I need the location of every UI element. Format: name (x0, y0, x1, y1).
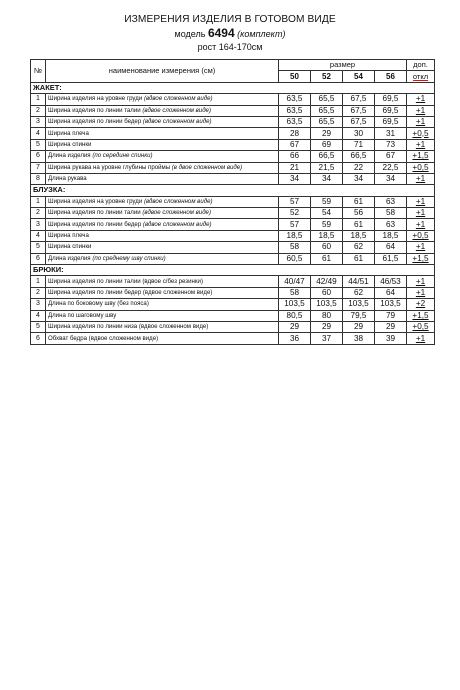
tolerance-cell (407, 333, 435, 344)
size-value-56: 63 (375, 219, 407, 230)
size-value-52: 37 (311, 333, 343, 344)
measurement-name-cell (46, 162, 279, 173)
size-value-52: 60 (311, 287, 343, 298)
measurement-name-cell (46, 321, 279, 332)
measurements-table (30, 59, 435, 345)
size-value-52: 21,5 (311, 162, 343, 173)
measurement-name-cell (46, 230, 279, 241)
measurement-name: Ширина спинки (48, 140, 92, 148)
measurement-name: Ширина изделия по линии талии (вдвое с/без резинки) (48, 277, 203, 285)
size-value-50: 36 (279, 333, 311, 344)
measurement-name-cell (46, 310, 279, 321)
table-row (31, 276, 435, 287)
size-value-50: 66 (279, 151, 311, 162)
size-value-52: 103,5 (311, 299, 343, 310)
measurement-name-cell (46, 173, 279, 184)
size-value-50: 57 (279, 219, 311, 230)
row-number: 1 (31, 276, 46, 287)
section-title: БЛУЗКА: (31, 185, 435, 196)
tolerance-cell (407, 105, 435, 116)
table-header-row (31, 60, 435, 71)
measurement-note: (вдвое сложенном виде) (142, 106, 211, 114)
table-row (31, 219, 435, 230)
table-row (31, 253, 435, 264)
tolerance-value: +1 (415, 174, 426, 184)
row-number: 4 (31, 128, 46, 139)
size-56: 56 (375, 71, 407, 82)
section-title: ЖАКЕТ: (31, 82, 435, 93)
measurement-name-cell (46, 105, 279, 116)
size-value-54: 22 (343, 162, 375, 173)
table-row (31, 94, 435, 105)
tolerance-cell (407, 287, 435, 298)
col-header-size: размер (279, 60, 407, 71)
size-value-56: 31 (375, 128, 407, 139)
size-value-54: 34 (343, 173, 375, 184)
col-header-tol-bottom: откл (407, 71, 435, 82)
tolerance-value: +1 (415, 288, 426, 297)
size-value-50: 63,5 (279, 116, 311, 127)
size-value-54: 38 (343, 333, 375, 344)
tolerance-value: +0,5 (412, 231, 429, 241)
table-row (31, 196, 435, 207)
measurement-name-cell (46, 242, 279, 253)
measurement-name: Ширина изделия по линии бедер (48, 118, 142, 126)
measurement-name: Длина по шаговому шву (48, 311, 117, 319)
measurement-note: (вдвое сложенном виде) (142, 220, 212, 228)
section-row (31, 82, 435, 93)
size-value-50: 58 (279, 287, 311, 298)
size-value-56: 67 (375, 151, 407, 162)
section-row (31, 265, 435, 276)
size-value-50: 67 (279, 139, 311, 150)
row-number: 3 (31, 116, 46, 127)
row-number: 2 (31, 105, 46, 116)
size-value-56: 103,5 (375, 299, 407, 310)
size-value-50: 57 (279, 196, 311, 207)
tolerance-cell (407, 321, 435, 332)
measurement-note: (вдвое сложенном виде) (142, 118, 212, 126)
size-value-56: 69,5 (375, 116, 407, 127)
row-number: 5 (31, 242, 46, 253)
measurement-name: Обхват бедра (вдвое сложенном виде) (48, 334, 159, 342)
size-value-54: 56 (343, 208, 375, 219)
measurement-name-cell (46, 196, 279, 207)
section-title: БРЮКИ: (31, 265, 435, 276)
table-row (31, 162, 435, 173)
size-value-54: 30 (343, 128, 375, 139)
size-value-50: 63,5 (279, 94, 311, 105)
size-value-54: 62 (343, 242, 375, 253)
row-number: 3 (31, 299, 46, 310)
size-value-50: 80,5 (279, 310, 311, 321)
size-value-50: 60,5 (279, 253, 311, 264)
table-row (31, 242, 435, 253)
measurement-name-cell (46, 128, 279, 139)
size-52: 52 (311, 71, 343, 82)
size-value-52: 66,5 (311, 151, 343, 162)
measurement-name-cell (46, 276, 279, 287)
size-value-52: 42/49 (311, 276, 343, 287)
measurement-note: (в двое сложенном виде) (171, 163, 243, 171)
tolerance-cell (407, 230, 435, 241)
size-value-50: 28 (279, 128, 311, 139)
col-header-tol-top: доп. (407, 60, 435, 71)
table-row (31, 116, 435, 127)
size-value-50: 52 (279, 208, 311, 219)
measurement-name: Ширина плеча (48, 129, 89, 137)
tolerance-cell (407, 162, 435, 173)
size-value-54: 67,5 (343, 105, 375, 116)
tolerance-cell (407, 116, 435, 127)
tolerance-cell (407, 151, 435, 162)
row-number: 6 (31, 253, 46, 264)
size-value-52: 65,5 (311, 116, 343, 127)
size-value-52: 29 (311, 128, 343, 139)
table-row (31, 287, 435, 298)
measurement-name: Ширина спинки (48, 243, 92, 251)
size-value-50: 103,5 (279, 299, 311, 310)
size-value-52: 61 (311, 253, 343, 264)
measurement-name-cell (46, 333, 279, 344)
model-note: (комплект) (237, 29, 286, 39)
table-row (31, 151, 435, 162)
measurement-note: (по середине спинки) (92, 152, 153, 160)
size-value-56: 34 (375, 173, 407, 184)
size-value-56: 46/53 (375, 276, 407, 287)
measurement-name-cell (46, 116, 279, 127)
measurement-name-cell (46, 253, 279, 264)
measurement-note: (по среднему шву спинки) (92, 254, 166, 262)
size-value-50: 21 (279, 162, 311, 173)
size-value-54: 61 (343, 196, 375, 207)
document-header (0, 13, 460, 53)
tolerance-cell (407, 276, 435, 287)
size-value-52: 65,5 (311, 94, 343, 105)
size-value-56: 69,5 (375, 94, 407, 105)
row-number: 2 (31, 208, 46, 219)
size-value-56: 61,5 (375, 253, 407, 264)
tolerance-cell (407, 310, 435, 321)
size-value-52: 65,5 (311, 105, 343, 116)
row-number: 4 (31, 310, 46, 321)
size-value-52: 59 (311, 196, 343, 207)
table-row (31, 333, 435, 344)
size-value-50: 58 (279, 242, 311, 253)
measurement-name-cell (46, 208, 279, 219)
tolerance-value: +1 (415, 196, 426, 206)
measurement-name: Ширина изделия на уровне груди (48, 197, 143, 205)
section-row (31, 185, 435, 196)
document-title: ИЗМЕРЕНИЯ ИЗДЕЛИЯ В ГОТОВОМ ВИДЕ (124, 14, 336, 25)
size-value-52: 29 (311, 321, 343, 332)
row-number: 6 (31, 151, 46, 162)
size-value-56: 73 (375, 139, 407, 150)
model-line (0, 27, 460, 41)
size-value-54: 79,5 (343, 310, 375, 321)
size-value-56: 64 (375, 287, 407, 298)
table-row (31, 299, 435, 310)
size-value-56: 18,5 (375, 230, 407, 241)
tolerance-cell (407, 173, 435, 184)
tolerance-cell (407, 299, 435, 310)
tolerance-value: +1,5 (412, 151, 429, 161)
table-row (31, 230, 435, 241)
tolerance-value: +2 (415, 299, 426, 309)
size-value-54: 29 (343, 321, 375, 332)
size-54: 54 (343, 71, 375, 82)
table-row (31, 128, 435, 139)
measurement-name-cell (46, 299, 279, 310)
model-number: 6494 (207, 26, 235, 40)
tolerance-cell (407, 242, 435, 253)
tolerance-value: +1 (415, 242, 426, 252)
measurement-name: Ширина изделия по линии талии (48, 209, 141, 217)
size-value-54: 18,5 (343, 230, 375, 241)
measurement-note: (вдвое сложенном виде) (143, 95, 213, 103)
measurement-name: Ширина изделия на уровне груди (48, 95, 143, 103)
tolerance-cell (407, 253, 435, 264)
size-50: 50 (279, 71, 311, 82)
row-number: 5 (31, 321, 46, 332)
measurement-name: Длина изделия (48, 152, 91, 160)
size-value-54: 61 (343, 253, 375, 264)
measurement-name: Ширина изделия по линии низа (вдвое сложенном виде) (48, 323, 209, 331)
measurement-note: (вдвое сложенном виде) (142, 209, 211, 217)
size-value-54: 61 (343, 219, 375, 230)
table-row (31, 173, 435, 184)
row-number: 8 (31, 173, 46, 184)
tolerance-cell (407, 208, 435, 219)
row-number: 1 (31, 94, 46, 105)
measurement-name-cell (46, 139, 279, 150)
tolerance-cell (407, 128, 435, 139)
row-number: 5 (31, 139, 46, 150)
tolerance-cell (407, 219, 435, 230)
table-row (31, 139, 435, 150)
size-value-54: 44/51 (343, 276, 375, 287)
size-value-52: 69 (311, 139, 343, 150)
measurement-name: Ширина плеча (48, 232, 89, 240)
size-value-52: 34 (311, 173, 343, 184)
tolerance-value: +1 (415, 105, 426, 115)
size-value-56: 22,5 (375, 162, 407, 173)
measurement-name: Длина изделия (48, 254, 91, 262)
size-value-52: 18,5 (311, 230, 343, 241)
measurement-name: Длина рукава (48, 175, 87, 183)
row-number: 2 (31, 287, 46, 298)
row-number: 7 (31, 162, 46, 173)
size-value-52: 59 (311, 219, 343, 230)
size-value-50: 34 (279, 173, 311, 184)
height-range: рост 164-170см (197, 42, 263, 52)
tolerance-value: +1 (415, 333, 426, 343)
row-number: 6 (31, 333, 46, 344)
tolerance-value: +1,5 (412, 253, 429, 263)
size-value-50: 18,5 (279, 230, 311, 241)
size-value-54: 66,5 (343, 151, 375, 162)
tolerance-value: +1,5 (412, 310, 429, 320)
col-header-name: наименование измерения (см) (46, 60, 279, 83)
size-value-52: 80 (311, 310, 343, 321)
size-value-56: 64 (375, 242, 407, 253)
size-value-54: 67,5 (343, 94, 375, 105)
measurement-name-cell (46, 219, 279, 230)
measurement-name-cell (46, 287, 279, 298)
row-number: 4 (31, 230, 46, 241)
size-value-50: 29 (279, 321, 311, 332)
tolerance-value: +1 (415, 117, 426, 127)
tolerance-value: +0,5 (412, 322, 429, 332)
size-value-50: 63,5 (279, 105, 311, 116)
measurement-note: (вдвое сложенном виде) (143, 197, 213, 205)
size-value-54: 71 (343, 139, 375, 150)
tolerance-value: +1 (415, 276, 426, 286)
row-number: 3 (31, 219, 46, 230)
tolerance-value: +0,5 (412, 162, 429, 172)
size-value-56: 39 (375, 333, 407, 344)
measurement-name-cell (46, 151, 279, 162)
size-value-56: 63 (375, 196, 407, 207)
table-row (31, 208, 435, 219)
measurement-name: Ширина изделия по линии бедер (48, 220, 142, 228)
size-value-56: 29 (375, 321, 407, 332)
size-value-52: 54 (311, 208, 343, 219)
tolerance-value: +1 (415, 94, 426, 104)
table-row (31, 310, 435, 321)
size-value-54: 62 (343, 287, 375, 298)
measurement-name: Ширина изделия по линии бедер (вдвое сложенном виде) (48, 289, 213, 296)
tolerance-cell (407, 94, 435, 105)
col-header-num: № (31, 60, 46, 83)
size-value-54: 103,5 (343, 299, 375, 310)
size-value-50: 40/47 (279, 276, 311, 287)
size-value-56: 58 (375, 208, 407, 219)
measurement-name-cell (46, 94, 279, 105)
tolerance-value: +0,5 (412, 128, 429, 138)
tolerance-value: +1 (415, 208, 426, 218)
measurement-name: Ширина изделия по линии талии (48, 106, 141, 114)
table-row (31, 321, 435, 332)
size-value-56: 79 (375, 310, 407, 321)
measurement-name: Длина по боковому шву (без пояса) (48, 300, 149, 308)
table-row (31, 105, 435, 116)
size-value-52: 60 (311, 242, 343, 253)
tolerance-value: +1 (415, 139, 426, 149)
measurement-name: Ширина рукава на уровне глубины проймы (48, 163, 171, 171)
tolerance-cell (407, 196, 435, 207)
row-number: 1 (31, 196, 46, 207)
size-value-56: 69,5 (375, 105, 407, 116)
tolerance-value: +1 (415, 219, 426, 229)
tolerance-cell (407, 139, 435, 150)
model-prefix: модель (174, 29, 206, 39)
size-value-54: 67,5 (343, 116, 375, 127)
